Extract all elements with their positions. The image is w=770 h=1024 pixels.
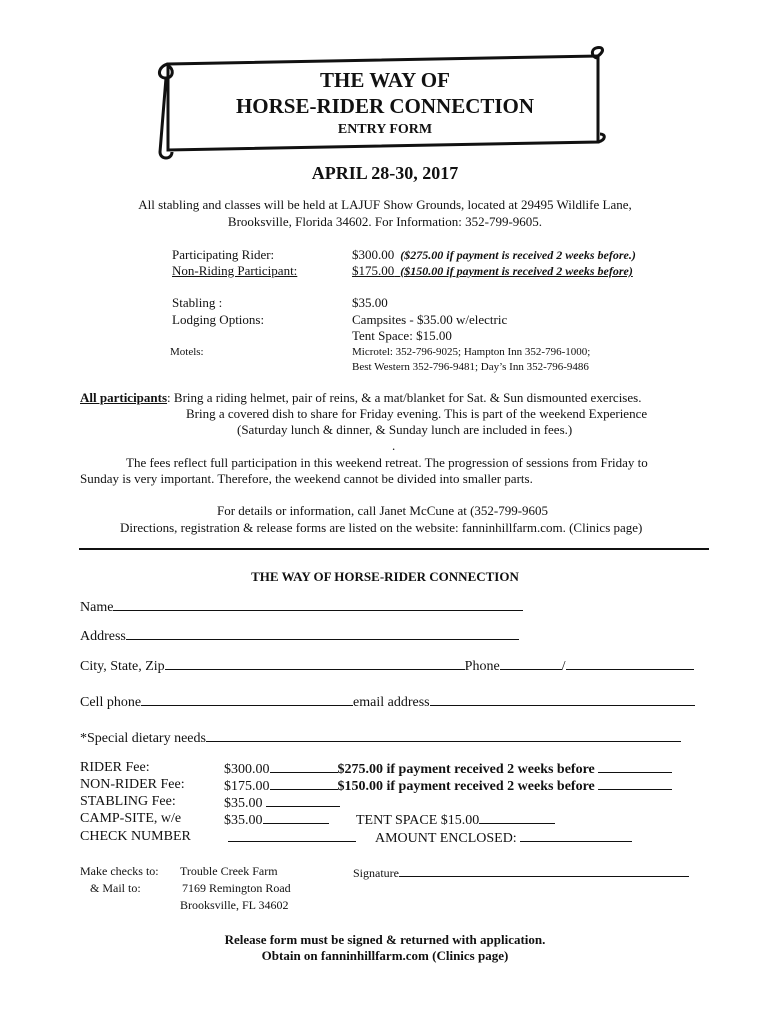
contact-line-2: Directions, registration & release forms are listed on the website: fanninhillfarm.com. (Clinics page) bbox=[120, 520, 643, 535]
motels-line-2: Best Western 352-796-9481; Day’s Inn 352-796-9486 bbox=[352, 361, 589, 373]
participants-dot: . bbox=[392, 438, 396, 453]
participants-label: All participants bbox=[80, 390, 168, 405]
intro-line-2: Brooksville, Florida 34602. For Information: 352-799-9605. bbox=[227, 214, 543, 229]
name-label: Name bbox=[80, 600, 114, 615]
footer-line-2: Obtain on fanninhillfarm.com (Clinics page) bbox=[261, 948, 509, 963]
nonrider-fee-discount: $150.00 if payment received 2 weeks before bbox=[337, 779, 595, 794]
campsites-price: Campsites - $35.00 w/electric bbox=[352, 312, 508, 327]
address-field[interactable] bbox=[126, 627, 519, 640]
nonrider-price-line bbox=[352, 263, 633, 279]
stabling-fee-label: STABLING Fee: bbox=[80, 794, 176, 809]
motels-label: Motels: bbox=[170, 346, 204, 358]
check-number-row bbox=[228, 829, 356, 847]
camp-fee-amount: $35.00 bbox=[224, 813, 263, 828]
camp-fee-field[interactable] bbox=[263, 811, 329, 824]
nonrider-fee-label: NON-RIDER Fee: bbox=[80, 777, 185, 792]
tent-fee-label: TENT SPACE $15.00 bbox=[356, 813, 480, 828]
stabling-fee-field[interactable] bbox=[266, 794, 340, 807]
stabling-label: Stabling : bbox=[172, 295, 223, 310]
tent-fee-row bbox=[356, 811, 555, 829]
banner-title-2: HORSE-RIDER CONNECTION bbox=[235, 94, 535, 118]
intro-line-1: All stabling and classes will be held at LAJUF Show Grounds, located at 29495 Wildlife Lane, bbox=[138, 197, 632, 212]
banner-subtitle: ENTRY FORM bbox=[337, 122, 433, 137]
name-field[interactable] bbox=[113, 598, 523, 611]
amount-field[interactable] bbox=[520, 829, 632, 842]
nonrider-discount-field[interactable] bbox=[598, 777, 672, 790]
rider-price: $300.00 bbox=[352, 247, 395, 262]
dietary-field[interactable] bbox=[206, 729, 681, 742]
rider-discount: ($275.00 if payment is received 2 weeks before.) bbox=[400, 248, 636, 262]
rider-fee-field[interactable] bbox=[270, 760, 338, 773]
rider-price-line bbox=[352, 247, 636, 263]
phone-area-field[interactable] bbox=[500, 657, 562, 670]
cell-field[interactable] bbox=[141, 693, 353, 706]
address-row bbox=[80, 627, 519, 645]
address-label: Address bbox=[80, 629, 126, 644]
tent-price: Tent Space: $15.00 bbox=[352, 328, 452, 343]
city-field[interactable] bbox=[165, 657, 465, 670]
signature-label: Signature bbox=[353, 866, 399, 880]
rider-fee-discount: $275.00 if payment received 2 weeks before bbox=[337, 762, 595, 777]
participants-line-1 bbox=[80, 390, 641, 406]
fees-note-line-2: Sunday is very important. Therefore, the weekend cannot be divided into smaller parts. bbox=[80, 471, 533, 486]
signature-row bbox=[353, 864, 689, 881]
stabling-fee-amount: $35.00 bbox=[224, 796, 263, 811]
nonrider-price: $175.00 bbox=[352, 263, 395, 278]
rider-fee-amount: $300.00 bbox=[224, 762, 270, 777]
motels-line-1: Microtel: 352-796-9025; Hampton Inn 352-796-1000; bbox=[352, 346, 591, 358]
check-number-field[interactable] bbox=[228, 829, 356, 842]
rider-fee-label: RIDER Fee: bbox=[80, 760, 150, 775]
phone-slash: / bbox=[561, 659, 566, 674]
amount-label: AMOUNT ENCLOSED: bbox=[375, 831, 517, 846]
contact-line-1: For details or information, call Janet McCune at (352-799-9605 bbox=[217, 503, 549, 518]
mail-street: 7169 Remington Road bbox=[182, 881, 291, 895]
mail-city: Brooksville, FL 34602 bbox=[180, 898, 289, 912]
dietary-label: *Special dietary needs bbox=[80, 731, 206, 746]
rider-discount-field[interactable] bbox=[598, 760, 672, 773]
nonrider-fee-amount: $175.00 bbox=[224, 779, 270, 794]
checks-label: Make checks to: bbox=[80, 864, 159, 878]
stabling-price: $35.00 bbox=[352, 295, 388, 310]
cell-row bbox=[80, 693, 695, 711]
cell-label: Cell phone bbox=[80, 695, 142, 710]
tent-fee-field[interactable] bbox=[479, 811, 555, 824]
email-field[interactable] bbox=[430, 693, 695, 706]
participants-line-3: (Saturday lunch & dinner, & Sunday lunch are included in fees.) bbox=[237, 422, 573, 437]
phone-number-field[interactable] bbox=[566, 657, 694, 670]
city-row bbox=[80, 657, 694, 675]
nonrider-fee-field[interactable] bbox=[270, 777, 338, 790]
signature-field[interactable] bbox=[399, 864, 689, 877]
phone-label: Phone bbox=[464, 659, 500, 674]
camp-fee-label: CAMP-SITE, w/e bbox=[80, 811, 182, 826]
amount-row bbox=[375, 829, 632, 847]
form-heading: THE WAY OF HORSE-RIDER CONNECTION bbox=[251, 569, 519, 584]
email-label: email address bbox=[353, 695, 430, 710]
event-date: APRIL 28-30, 2017 bbox=[311, 163, 459, 183]
nonrider-label: Non-Riding Participant: bbox=[172, 263, 298, 278]
camp-fee-row bbox=[224, 811, 329, 829]
stabling-fee-row bbox=[224, 794, 340, 812]
dietary-row bbox=[80, 729, 681, 747]
name-row bbox=[80, 598, 523, 616]
footer-line-1: Release form must be signed & returned with application. bbox=[224, 932, 546, 947]
lodging-label: Lodging Options: bbox=[172, 312, 265, 327]
participants-text-1: : Bring a riding helmet, pair of reins, & a mat/blanket for Sat. & Sun dismounted exercises. bbox=[167, 390, 642, 405]
participants-line-2: Bring a covered dish to share for Friday evening. This is part of the weekend Experience bbox=[186, 406, 648, 421]
banner-title-1: THE WAY OF bbox=[320, 68, 450, 92]
fees-note-line-1: The fees reflect full participation in this weekend retreat. The progression of sessions from Friday to bbox=[126, 455, 648, 470]
check-number-label: CHECK NUMBER bbox=[80, 829, 191, 844]
rider-label: Participating Rider: bbox=[172, 247, 275, 262]
nonrider-fee-row bbox=[224, 777, 672, 795]
divider bbox=[79, 548, 709, 550]
rider-fee-row bbox=[224, 760, 672, 778]
mail-label: & Mail to: bbox=[90, 881, 141, 895]
nonrider-discount: ($150.00 if payment is received 2 weeks before) bbox=[400, 264, 633, 278]
city-label: City, State, Zip bbox=[80, 659, 165, 674]
payee: Trouble Creek Farm bbox=[180, 864, 278, 878]
